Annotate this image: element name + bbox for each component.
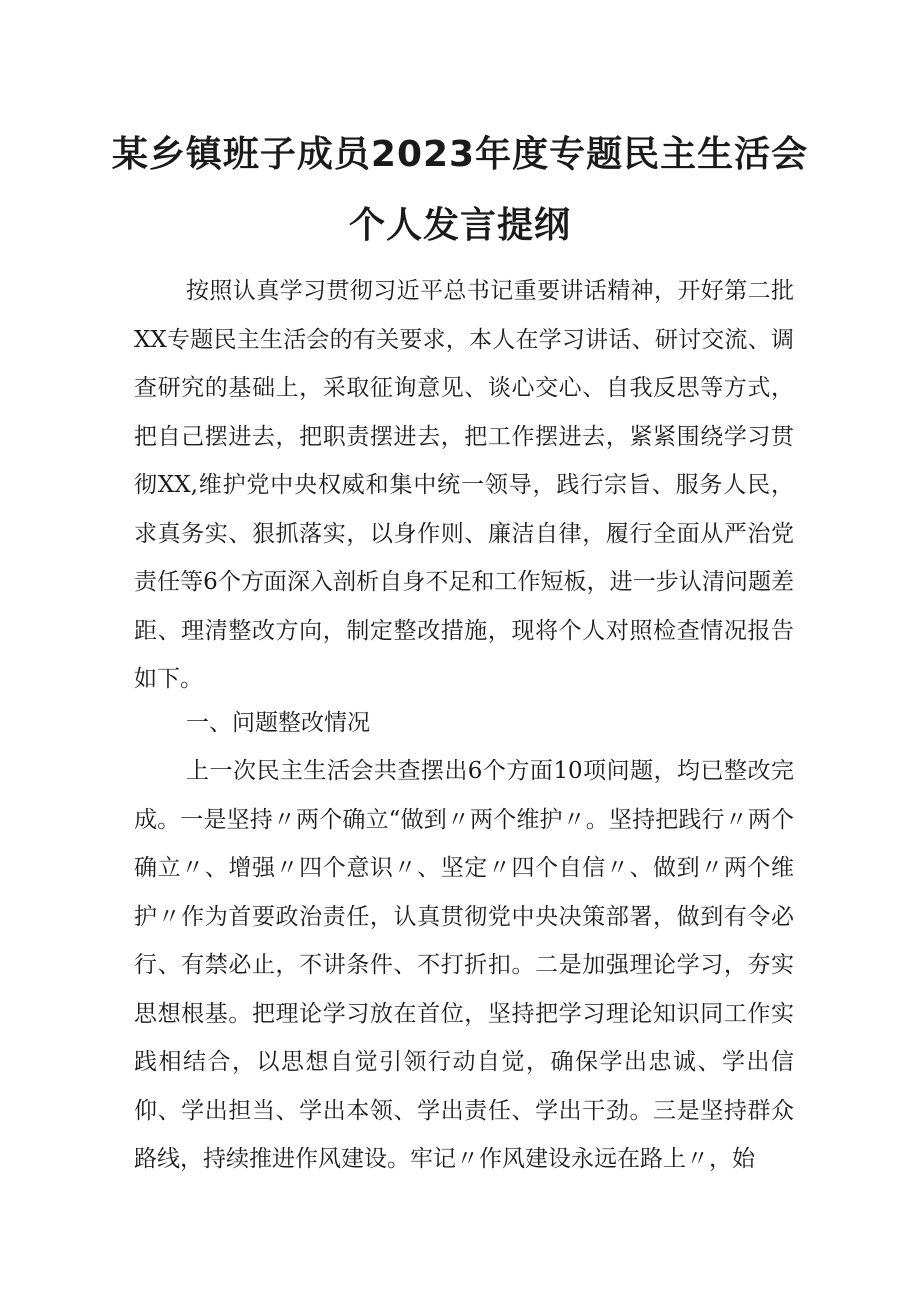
section-heading-problem-rectification: 一、问题整改情况 [186,710,370,736]
intro-paragraph: 按照认真学习贯彻习近平总书记重要讲话精神，开好第二批XX专题民主生活会的有关要求，本人在学习讲话、研讨交流、调查研究的基础上，采取征询意见、谈心交心、自我反思等方式，把自己摆进去，把职责摆进去，把工作摆进去，紧紧围绕学习贯彻XX,维护党中央权威和集中统一领导，践行宗旨、服务人民，求真务实、狠抓落实，以身作则、廉洁自律，履行全面从严治党责任等6个方面深入剖析自身不足和工作短板，进一步认清问题差距、理清整改方向，制定整改措施，现将个人对照检查情况报告如下。 [134,278,794,692]
document-title-line-1: 某乡镇班子成员2023年度专题民主生活会 [111,134,809,175]
rectification-paragraph: 上一次民主生活会共查摆出6个方面10项问题，均已整改完成。一是坚持〃两个确立“做到〃两个维护〃。坚持把践行〃两个确立〃、增强〃四个意识〃、坚定〃四个自信〃、做到〃两个维护〃作为首要政治责任，认真贯彻党中央决策部署，做到有令必行、有禁必止，不讲条件、不打折扣。二是加强理论学习，夯实思想根基。把理论学习放在首位，坚持把学习理论知识同工作实践相结合，以思想自觉引领行动自觉，确保学出忠诚、学出信仰、学出担当、学出本领、学出责任、学出干劲。三是坚持群众路线，持续推进作风建设。牢记〃作风建设永远在路上〃，始 [134,758,794,1172]
document-title-line-2: 个人发言提纲 [348,205,571,246]
